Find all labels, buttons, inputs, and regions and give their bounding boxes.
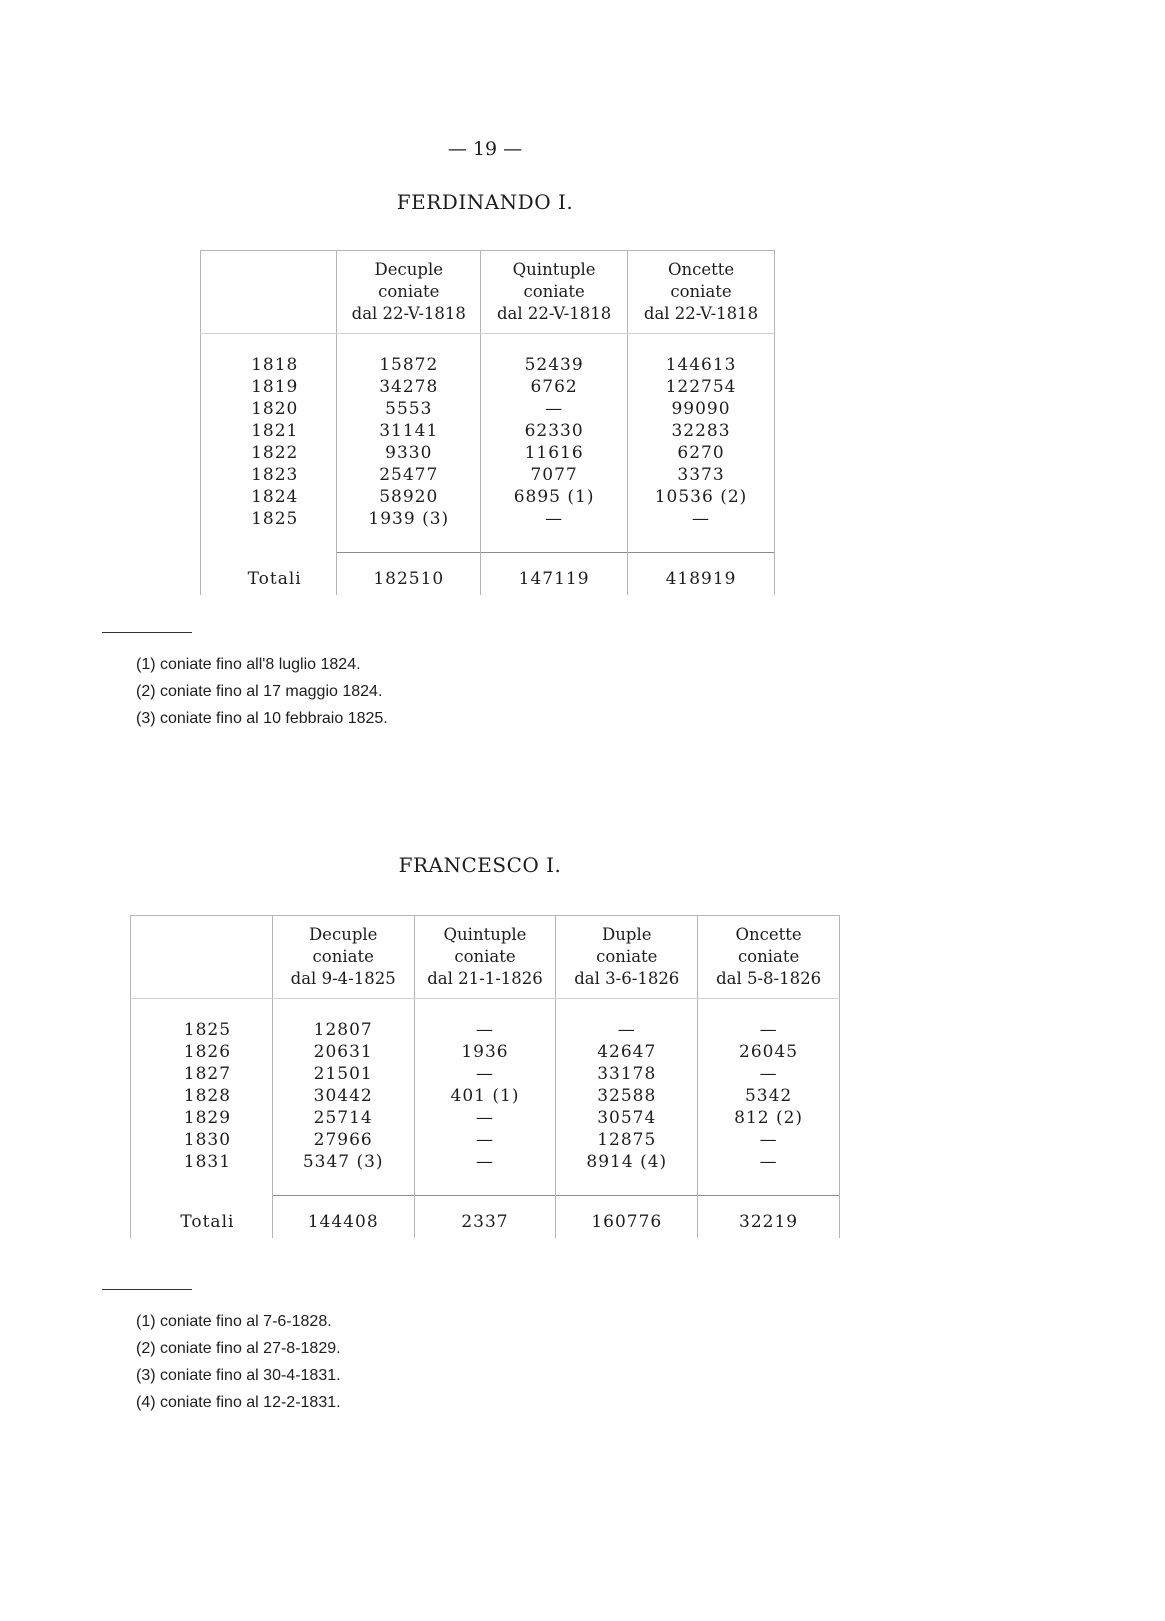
table-row: 1820 5553 — 99090: [201, 398, 775, 420]
table-row: 1819 34278 6762 122754: [201, 376, 775, 398]
header-year-column: [131, 916, 273, 999]
table-row: 1827 21501 — 33178 —: [131, 1063, 840, 1085]
header-year-column: [201, 251, 337, 334]
table-row: 1825 1939 (3) — —: [201, 508, 775, 530]
footnote: (2) coniate fino al 17 maggio 1824.: [136, 683, 383, 700]
footnotes-ferdinando: [136, 651, 388, 732]
table-row: 1823 25477 7077 3373: [201, 464, 775, 486]
totals-label: Totali: [201, 567, 337, 595]
footnotes-francesco: [136, 1308, 341, 1416]
header-decuple: Decuple coniate dal 9-4-1825: [272, 916, 414, 999]
table-francesco: [130, 915, 840, 1238]
footnote: (1) coniate fino al 7-6-1828.: [136, 1313, 332, 1330]
footnote-divider: [102, 632, 192, 633]
footnote: (3) coniate fino al 30-4-1831.: [136, 1367, 341, 1384]
totals-label: Totali: [131, 1210, 273, 1238]
table-ferdinando: [200, 250, 775, 595]
table-row: 1818 15872 52439 144613: [201, 354, 775, 376]
header-quintuple: Quintuple coniate dal 22-V-1818: [481, 251, 628, 334]
table-row: 1828 30442 401 (1) 32588 5342: [131, 1085, 840, 1107]
table-row: 1821 31141 62330 32283: [201, 420, 775, 442]
footnote: (1) coniate fino all'8 luglio 1824.: [136, 656, 361, 673]
header-quintuple: Quintuple coniate dal 21-1-1826: [414, 916, 556, 999]
table-header-row: [201, 251, 775, 334]
header-oncette: Oncette coniate dal 5-8-1826: [698, 916, 840, 999]
table-row: 1831 5347 (3) — 8914 (4) —: [131, 1151, 840, 1173]
table-row: 1830 27966 — 12875 —: [131, 1129, 840, 1151]
header-decuple: Decuple coniate dal 22-V-1818: [337, 251, 481, 334]
header-duple: Duple coniate dal 3-6-1826: [556, 916, 698, 999]
totals-row: Totali 144408 2337 160776 32219: [131, 1210, 840, 1238]
table-header-row: [131, 916, 840, 999]
table-row: 1825 12807 — — —: [131, 1019, 840, 1041]
table-row: 1824 58920 6895 (1) 10536 (2): [201, 486, 775, 508]
footnote: (3) coniate fino al 10 febbraio 1825.: [136, 710, 388, 727]
footnote: (2) coniate fino al 27-8-1829.: [136, 1340, 341, 1357]
section-title-ferdinando: FERDINANDO I.: [396, 190, 574, 214]
table-row: 1829 25714 — 30574 812 (2): [131, 1107, 840, 1129]
totals-row: Totali 182510 147119 418919: [201, 567, 775, 595]
table-row: 1822 9330 11616 6270: [201, 442, 775, 464]
table-row: 1826 20631 1936 42647 26045: [131, 1041, 840, 1063]
header-oncette: Oncette coniate dal 22-V-1818: [628, 251, 775, 334]
page-number: — 19 —: [447, 138, 523, 160]
footnote: (4) coniate fino al 12-2-1831.: [136, 1394, 341, 1411]
section-title-francesco: FRANCESCO I.: [398, 853, 562, 877]
footnote-divider: [102, 1289, 192, 1290]
